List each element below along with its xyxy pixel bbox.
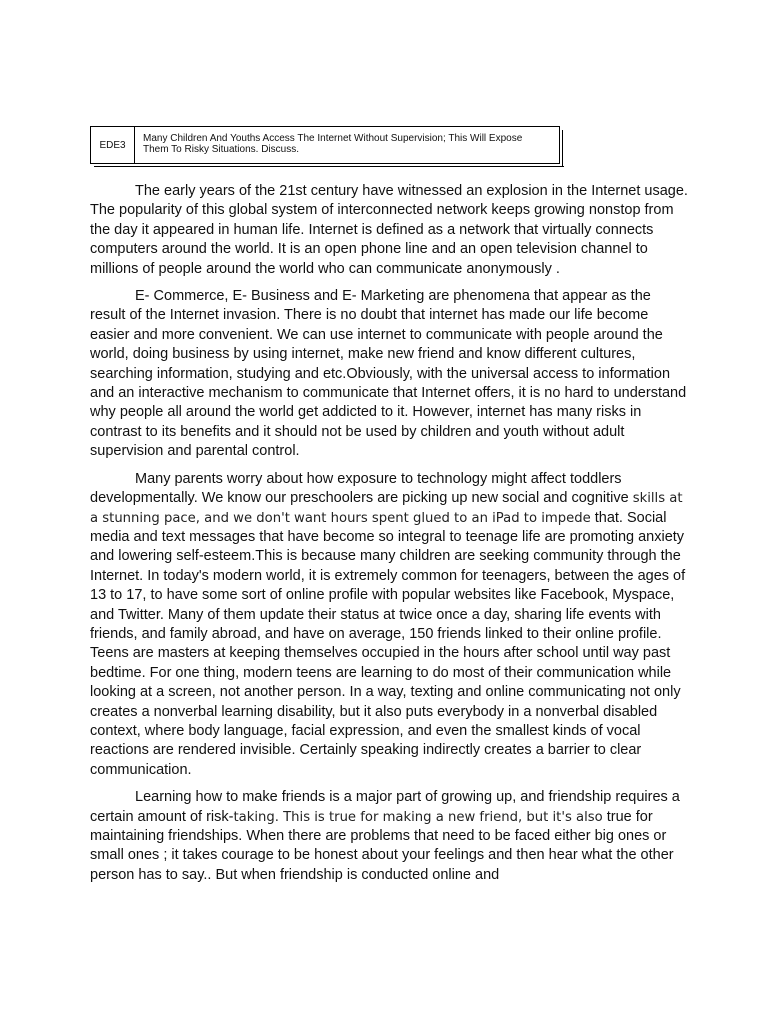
topic-code: EDE3 <box>91 127 135 163</box>
paragraph-3 <box>90 470 690 781</box>
paragraph-3-part-c: that. Social media and text messages that have become so integral to teenage life are promoting anxiety and lowering self-esteem.This is because many children are seeking community through the Internet. In today's modern world, it is extremely common for teenagers, between the ages of 13 to 17, to have some sort of online profile with popular websites like Facebook, Myspace, and Twitter. Many of them update their status at twice once a day, sharing life events with friends, and family abroad, and have on average, 150 friends linked to their online profile. Teens are masters at keeping themselves occupied in the hours after school until way past bedtime. For one thing, modern teens are learning to do most of their communication while looking at a screen, not another person. In a way, texting and online communicating not only creates a nonverbal learning disability, but it also puts everybody in a nonverbal disabled context, where body language, facial expression, and even the smallest kinds of vocal reactions are rendered invisible. Certainly speaking indirectly creates a barrier to clear communication. <box>90 509 686 778</box>
paragraph-4-part-c: true for maintaining friendships. When there are problems that need to be faced either big ones or small ones ; it takes courage to be honest about your feelings and then hear what the other person has to say.. But when friendship is conducted online and <box>90 808 674 883</box>
paragraph-1: The early years of the 21st century have witnessed an explosion in the Internet usage. The popularity of this global system of interconnected network keeps growing nonstop from the day it appeared in human life. Internet is defined as a network that virtually connects computers around the world. It is an open phone line and an open television channel to millions of people around the world who can communicate anonymously . <box>90 183 688 277</box>
topic-title <box>135 127 559 163</box>
topic-title-line-1: Many Children And Youths Access The Internet Without Supervision; This Will Expose <box>143 133 523 144</box>
paragraph-2: E- Commerce, E- Business and E- Marketing are phenomena that appear as the result of the Internet invasion. There is no doubt that internet has made our life become easier and more convenient. We can use internet to communicate with people around the world, doing business by using internet, make new friend and know different cultures, searching information, studying and etc.Obviously, with the universal access to information and an interactive mechanism to communicate that Internet offers, it is no hard to understand why people all around the world get addicted to it. However, internet has many risks in contrast to its benefits and it should not be used by children and youth without adult supervision and parental control. <box>90 288 687 460</box>
paragraph-3-quoted-part: skills at a stunning pace, and we don't want hours spent glued to an iPad to impede <box>90 491 683 526</box>
paragraph-4-quoted-part: taking. This is true for making a new friend, but it's also <box>233 809 603 825</box>
topic-header-table <box>90 126 560 164</box>
topic-title-line-2: Them To Risky Situations. Discuss. <box>143 144 299 155</box>
paragraph-3-part-a: Many parents worry about how exposure to technology might affect toddlers developmentally. We know our preschoolers are picking up new social and cognitive <box>90 470 629 507</box>
essay-body <box>90 182 690 893</box>
paragraph-4 <box>90 788 690 885</box>
paragraph-4-part-a: Learning how to make friends is a major part of growing up, and friendship requires a certain amount of risk- <box>90 789 680 825</box>
